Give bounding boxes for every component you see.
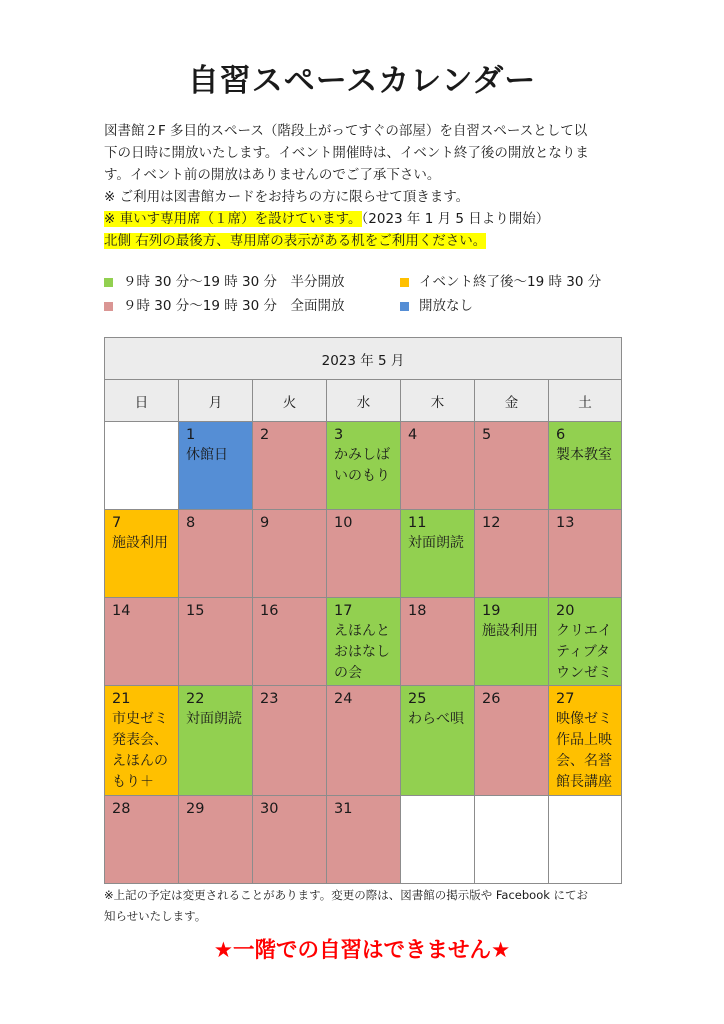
- intro-line: 図書館２F 多目的スペース（階段上がってすぐの部屋）を自習スペースとして以: [104, 123, 588, 139]
- intro-line: [104, 208, 624, 230]
- day-number: 12: [482, 515, 501, 531]
- intro-line: す。イベント前の開放はありませんのでご了承下さい。: [104, 167, 441, 183]
- event-label: 市史ゼミ: [112, 711, 168, 727]
- legend-item: [400, 270, 601, 294]
- calendar-day-cell: [475, 510, 549, 598]
- day-number: 30: [260, 801, 279, 817]
- calendar-day-cell: [327, 510, 401, 598]
- wheelchair-start-date: （2023 年 1 月 5 日より開始）: [361, 211, 550, 227]
- event-label: 会、名誉: [556, 753, 612, 769]
- calendar-day-cell: [475, 598, 549, 686]
- day-number: 15: [186, 603, 205, 619]
- day-number: 24: [334, 691, 353, 707]
- page-title: 自習スペースカレンダー: [187, 63, 537, 99]
- weekday-header: 木: [401, 380, 475, 422]
- calendar-week-row: [105, 510, 622, 598]
- day-number: 8: [186, 515, 196, 531]
- legend-swatch-icon: [104, 302, 113, 311]
- calendar-day-cell: [179, 598, 253, 686]
- day-number: 29: [186, 801, 205, 817]
- calendar-day-cell: [253, 796, 327, 884]
- calendar-day-cell: [549, 686, 622, 796]
- calendar-day-cell: [105, 796, 179, 884]
- calendar-day-cell: [179, 422, 253, 510]
- day-number: 7: [112, 515, 122, 531]
- legend-row: [104, 270, 634, 294]
- legend-item: [104, 270, 400, 294]
- calendar-day-cell: [549, 422, 622, 510]
- calendar-week-row: [105, 796, 622, 884]
- calendar-day-cell: [401, 510, 475, 598]
- calendar-empty-cell: [401, 796, 475, 884]
- weekday-header: 日: [105, 380, 179, 422]
- legend-label: ９時 30 分～19 時 30 分 全面開放: [123, 298, 345, 314]
- footer-warning: ★一階での自習はできません★: [213, 938, 511, 963]
- event-label: 製本教室: [556, 447, 612, 463]
- calendar-day-cell: [179, 510, 253, 598]
- calendar-day-cell: [327, 796, 401, 884]
- legend-item: [400, 294, 473, 318]
- calendar-day-cell: [253, 598, 327, 686]
- event-label: えほんの: [112, 753, 168, 769]
- calendar-day-cell: [549, 510, 622, 598]
- event-label: ティブタ: [556, 644, 610, 660]
- calendar-day-cell: [179, 686, 253, 796]
- day-number: 9: [260, 515, 270, 531]
- calendar-empty-cell: [549, 796, 622, 884]
- day-number: 22: [186, 691, 205, 707]
- weekday-header: 火: [253, 380, 327, 422]
- day-number: 23: [260, 691, 279, 707]
- event-label: 施設利用: [112, 535, 168, 551]
- calendar-day-cell: [401, 598, 475, 686]
- event-label: 発表会、: [112, 732, 168, 748]
- weekday-header: 金: [475, 380, 549, 422]
- day-number: 3: [334, 427, 344, 443]
- day-number: 14: [112, 603, 131, 619]
- weekday-header-row: [105, 380, 622, 422]
- intro-line: 下の日時に開放いたします。イベント開催時は、イベント終了後の開放となりま: [104, 145, 589, 161]
- event-label: 対面朗読: [186, 711, 242, 727]
- calendar-day-cell: [549, 598, 622, 686]
- calendar-week-row: [105, 422, 622, 510]
- event-label: 作品上映: [556, 732, 612, 748]
- day-number: 27: [556, 691, 575, 707]
- weekday-header: 月: [179, 380, 253, 422]
- legend-item: [104, 294, 400, 318]
- day-number: 31: [334, 801, 353, 817]
- day-number: 4: [408, 427, 418, 443]
- legend-swatch-icon: [400, 278, 409, 287]
- notice-line: ※上記の予定は変更されることがあります。変更の際は、図書館の掲示版や Facebook にてお: [104, 888, 589, 902]
- calendar-day-cell: [401, 686, 475, 796]
- day-number: 2: [260, 427, 270, 443]
- calendar-week-row: [105, 598, 622, 686]
- legend-swatch-icon: [400, 302, 409, 311]
- legend-row: [104, 294, 634, 318]
- day-number: 20: [556, 603, 575, 619]
- calendar-day-cell: [105, 598, 179, 686]
- day-number: 13: [556, 515, 575, 531]
- event-label: 対面朗読: [408, 535, 464, 551]
- calendar-empty-cell: [105, 422, 179, 510]
- wheelchair-seat-notice: ※ 車いす専用席（１席）を設けています。: [104, 211, 362, 227]
- calendar-day-cell: [105, 510, 179, 598]
- legend-label: ９時 30 分～19 時 30 分 半分開放: [123, 274, 345, 290]
- day-number: 19: [482, 603, 501, 619]
- day-number: 10: [334, 515, 353, 531]
- calendar-day-cell: [401, 422, 475, 510]
- legend-label: 開放なし: [419, 298, 473, 314]
- calendar-body: [105, 422, 622, 884]
- day-number: 1: [186, 427, 196, 443]
- calendar-day-cell: [475, 686, 549, 796]
- day-number: 18: [408, 603, 427, 619]
- day-number: 5: [482, 427, 492, 443]
- event-label: 映像ゼミ: [556, 711, 612, 727]
- change-notice: [104, 885, 624, 927]
- calendar-day-cell: [253, 686, 327, 796]
- legend-label: イベント終了後～19 時 30 分: [419, 274, 602, 290]
- weekday-header: 水: [327, 380, 401, 422]
- intro-line: [104, 230, 624, 252]
- calendar-empty-cell: [475, 796, 549, 884]
- calendar-day-cell: [327, 422, 401, 510]
- event-label: おはなし: [334, 644, 390, 660]
- day-number: 25: [408, 691, 427, 707]
- event-label: わらべ唄: [408, 711, 464, 727]
- calendar-day-cell: [179, 796, 253, 884]
- calendar-day-cell: [327, 598, 401, 686]
- notice-line: 知らせいたします。: [104, 909, 207, 923]
- event-label: えほんと: [334, 623, 390, 639]
- event-label: いのもり: [334, 468, 390, 484]
- event-label: かみしば: [334, 447, 390, 463]
- event-label: 施設利用: [482, 623, 538, 639]
- intro-text: [104, 120, 624, 252]
- weekday-header: 土: [549, 380, 622, 422]
- calendar-table: [104, 337, 622, 884]
- event-label: クリエイ: [556, 623, 612, 639]
- intro-line: ※ ご利用は図書館カードをお持ちの方に限らせて頂きます。: [104, 189, 470, 205]
- event-label: ウンゼミ: [556, 665, 612, 681]
- wheelchair-seat-location: 北側 右列の最後方、専用席の表示がある机をご利用ください。: [104, 233, 487, 249]
- day-number: 17: [334, 603, 353, 619]
- calendar-day-cell: [475, 422, 549, 510]
- event-label: の会: [334, 665, 362, 681]
- calendar-day-cell: [253, 422, 327, 510]
- day-number: 16: [260, 603, 279, 619]
- legend: [104, 270, 634, 318]
- calendar-month: 2023 年 5 月: [105, 338, 622, 380]
- calendar-week-row: [105, 686, 622, 796]
- calendar-day-cell: [253, 510, 327, 598]
- event-label: 館長講座: [556, 774, 612, 790]
- day-number: 28: [112, 801, 131, 817]
- day-number: 11: [408, 515, 427, 531]
- event-label: 休館日: [186, 447, 228, 463]
- legend-swatch-icon: [104, 278, 113, 287]
- event-label: もり＋: [112, 774, 154, 790]
- day-number: 26: [482, 691, 501, 707]
- calendar-day-cell: [105, 686, 179, 796]
- day-number: 21: [112, 691, 131, 707]
- calendar-day-cell: [327, 686, 401, 796]
- day-number: 6: [556, 427, 566, 443]
